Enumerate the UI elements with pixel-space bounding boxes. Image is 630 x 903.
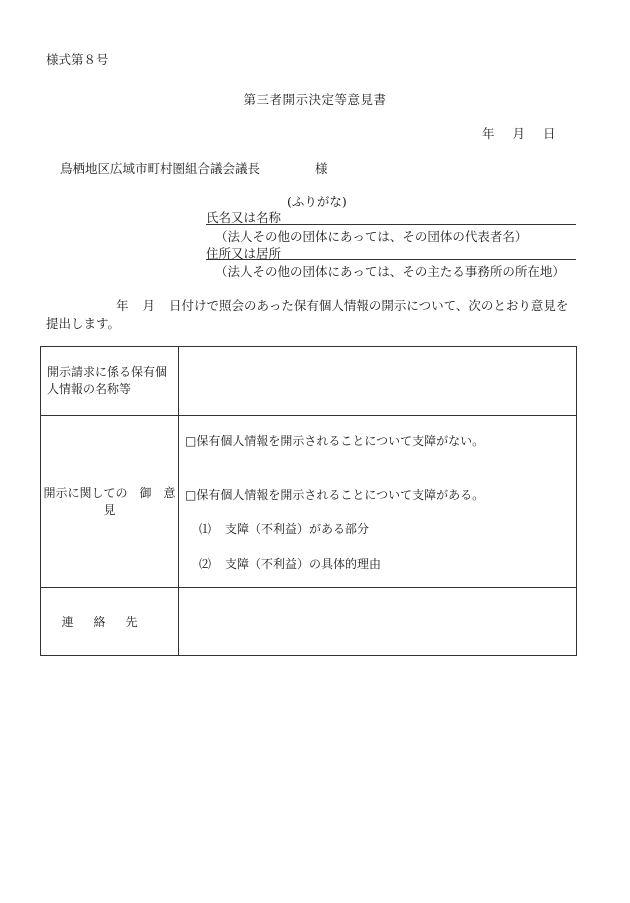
date-year: 年 xyxy=(482,126,495,141)
form-number: 様式第８号 xyxy=(46,52,109,67)
row1-label: 開示請求に係る保有個人情報の名称等 xyxy=(41,347,179,416)
address-note: （法人その他の団体にあっては、その主たる事務所の所在地） xyxy=(215,264,565,279)
row2-label: 開示に関しての 御 意 見 xyxy=(41,416,179,588)
table-row xyxy=(41,347,577,416)
sub-item-2-text: 支障（不利益）の具体的理由 xyxy=(225,557,382,571)
date-line xyxy=(482,124,556,142)
table-row xyxy=(41,416,577,588)
sub-item-2-number: ⑵ xyxy=(199,557,212,571)
name-note: （法人その他の団体にあっては、その団体の代表者名） xyxy=(215,229,528,244)
addressee-name: 鳥栖地区広域市町村圏組合議会議長 xyxy=(60,161,261,176)
opinion-options-cell xyxy=(179,416,577,588)
body-paragraph xyxy=(46,297,578,333)
sub-item-1 xyxy=(199,520,369,537)
contact-value-cell[interactable] xyxy=(179,588,577,656)
name-label: 氏名又は名称 xyxy=(206,210,282,225)
body-year: 年 xyxy=(116,298,129,313)
sub-item-1-number: ⑴ xyxy=(199,522,212,536)
option-no-hindrance[interactable]: □保有個人情報を開示されることについて支障がない。 xyxy=(185,434,485,448)
option-hindrance[interactable]: □保有個人情報を開示されることについて支障がある。 xyxy=(185,488,485,502)
row3-label: 連絡先 xyxy=(41,588,179,656)
opinion-table xyxy=(40,346,577,656)
addressee-honorific: 様 xyxy=(315,161,328,176)
row1-value-cell[interactable] xyxy=(179,347,577,416)
sub-item-2 xyxy=(199,555,381,572)
body-month: 月 xyxy=(142,298,156,313)
address-label: 住所又は居所 xyxy=(206,246,282,261)
sub-item-1-text: 支障（不利益）がある部分 xyxy=(225,522,370,536)
addressee xyxy=(60,159,328,177)
body-text: 日付けで照会のあった保有個人情報の開示について、次のとおり意見を提出します。 xyxy=(46,298,569,331)
document-title: 第三者開示決定等意見書 xyxy=(243,92,387,107)
furigana-label: (ふりがな) xyxy=(287,194,347,209)
date-day: 日 xyxy=(543,126,556,141)
date-month: 月 xyxy=(512,126,526,141)
table-row xyxy=(41,588,577,656)
